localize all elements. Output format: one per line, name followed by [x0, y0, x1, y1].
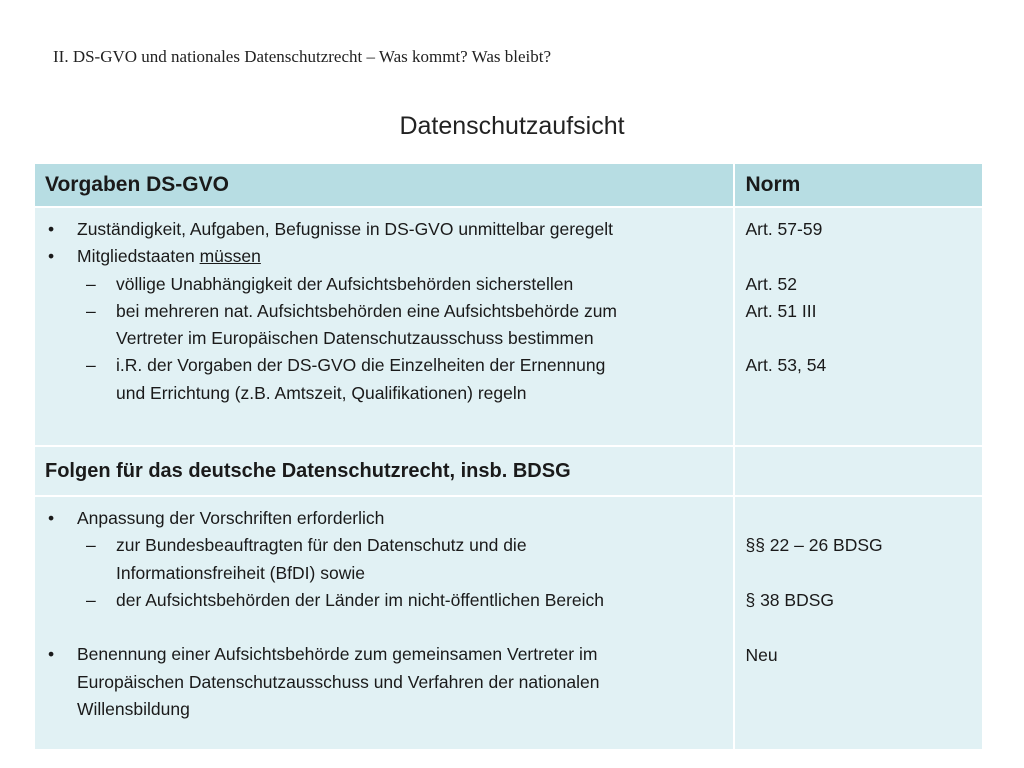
section2-list — [36, 505, 732, 723]
sub-item-text: i.R. der Vorgaben der DS-GVO die Einzelheiten der Ernennung — [116, 355, 606, 376]
section1-row — [34, 207, 983, 446]
table-header-row — [34, 163, 983, 207]
section1-content — [34, 207, 734, 446]
sub-list-item — [36, 587, 732, 614]
subheader-row — [34, 446, 983, 496]
norm-ref: § 38 BDSG — [745, 589, 834, 610]
sub-item-text: und Errichtung (z.B. Amtszeit, Qualifikationen) regeln — [116, 382, 527, 403]
sub-item-text: Vertreter im Europäischen Datenschutzausschuss bestimmen — [116, 328, 594, 349]
norm-ref — [745, 614, 972, 641]
list-item — [36, 505, 732, 532]
sub-list-item — [36, 532, 732, 587]
sub-list-item — [36, 352, 732, 407]
sub-item-text: Informationsfreiheit (BfDI) sowie — [116, 562, 365, 583]
norm-ref: Art. 57-59 — [745, 219, 823, 239]
list-item — [36, 216, 732, 243]
norm-ref — [745, 505, 972, 532]
subheader-norm — [734, 446, 983, 496]
list-item-text: Zuständigkeit, Aufgaben, Befugnisse in DS-GVO unmittelbar geregelt — [77, 219, 613, 239]
list-item-text: Anpassung der Vorschriften erforderlich — [77, 508, 385, 529]
section2-row — [34, 496, 983, 750]
section2-content — [34, 496, 734, 750]
sub-item-text: zur Bundesbeauftragten für den Datenschutz und die — [116, 535, 527, 556]
section1-norms — [734, 207, 983, 446]
norm-ref: Art. 51 III — [745, 300, 817, 321]
underlined-text: müssen — [199, 246, 261, 267]
list-item-text: Willensbildung — [77, 698, 190, 719]
norm-ref — [745, 560, 972, 587]
sub-list-item — [36, 271, 732, 298]
section1-list — [36, 216, 732, 407]
regulation-table — [33, 162, 984, 751]
slide-title: Datenschutzaufsicht — [399, 112, 625, 140]
list-item-text: Mitgliedstaaten — [77, 246, 200, 267]
list-item-text: Benennung einer Aufsichtsbehörde zum gemeinsamen Vertreter im — [77, 644, 598, 665]
slide-header: II. DS-GVO und nationales Datenschutzrecht – Was kommt? Was bleibt? — [53, 47, 552, 66]
norm-ref: §§ 22 – 26 BDSG — [745, 535, 883, 556]
sub-list-item — [36, 298, 732, 353]
list-spacer — [36, 614, 732, 641]
list-item-text: Europäischen Datenschutzausschuss und Verfahren der nationalen — [77, 671, 600, 692]
sub-item-text: völlige Unabhängigkeit der Aufsichtsbehörden sicherstellen — [116, 273, 574, 294]
sub-item-text: bei mehreren nat. Aufsichtsbehörden eine Aufsichtsbehörde zum — [116, 300, 618, 321]
norm-ref: Art. 53, 54 — [745, 355, 827, 376]
subheader-folgen: Folgen für das deutsche Datenschutzrecht, insb. BDSG — [34, 446, 734, 496]
list-item — [36, 641, 732, 723]
section2-norms — [734, 496, 983, 750]
norm-ref — [745, 243, 972, 270]
norm-ref: Art. 52 — [745, 273, 798, 294]
header-vorgaben: Vorgaben DS-GVO — [34, 163, 734, 207]
sub-item-text: der Aufsichtsbehörden der Länder im nicht-öffentlichen Bereich — [116, 589, 605, 610]
norm-ref: Neu — [745, 644, 778, 665]
norm-ref — [745, 325, 972, 352]
list-item — [36, 243, 732, 270]
header-norm: Norm — [734, 163, 983, 207]
